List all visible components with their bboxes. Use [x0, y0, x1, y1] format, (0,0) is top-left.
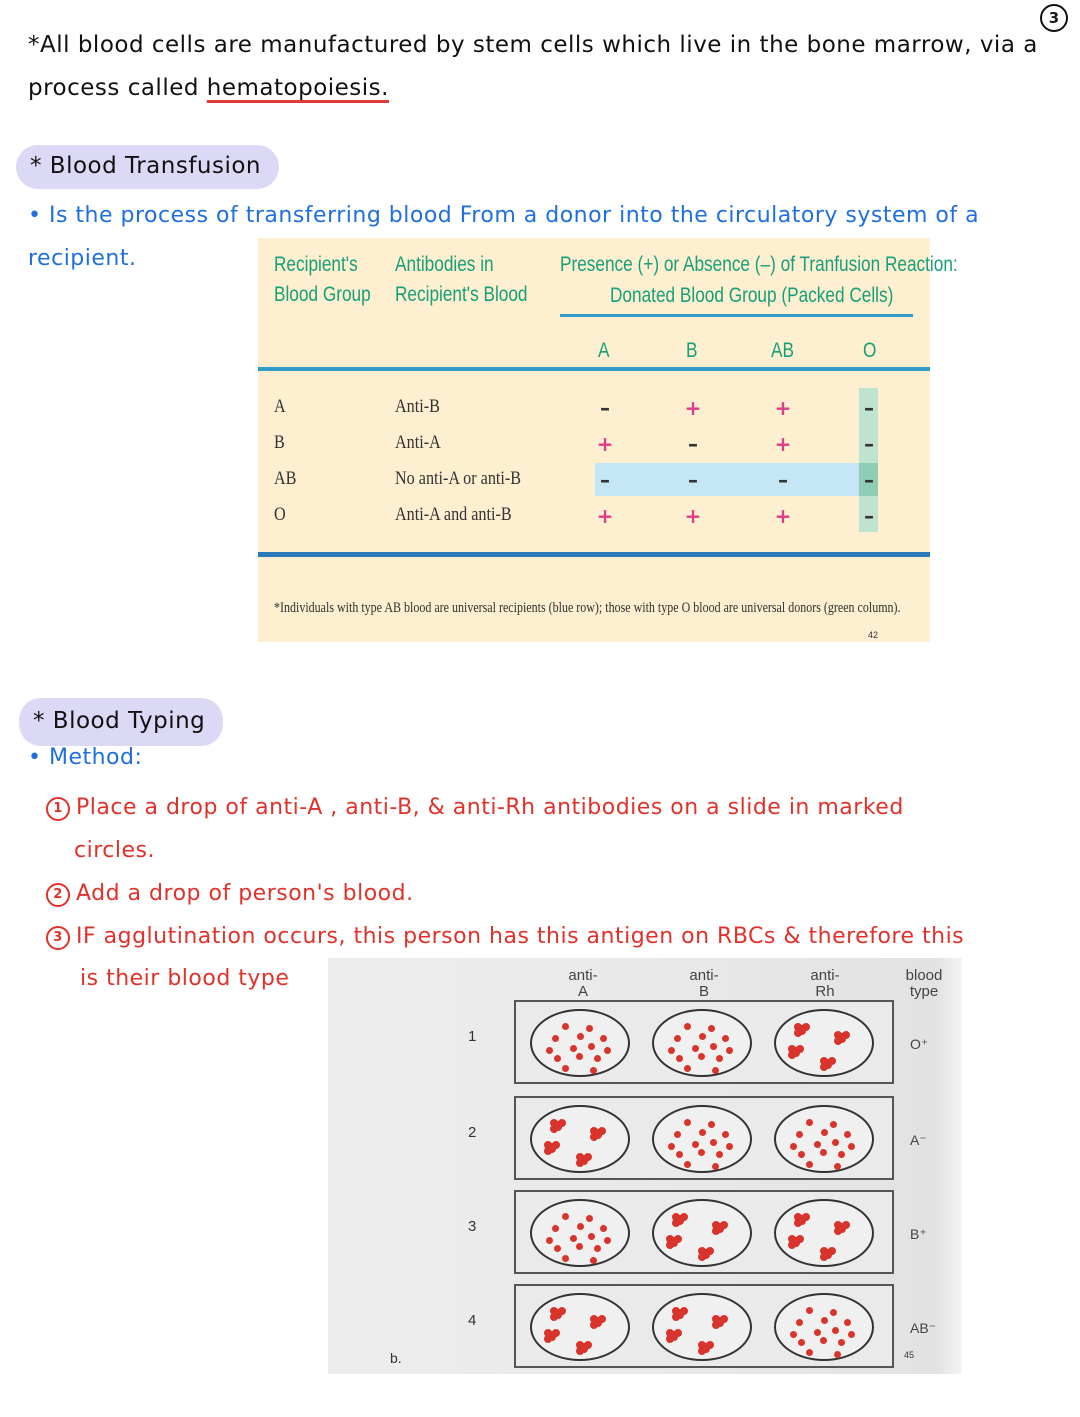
blood-typing-figure	[328, 958, 962, 1374]
col-header-anti-a	[553, 968, 613, 1000]
col-header-text: blood	[905, 967, 943, 984]
test-slide	[514, 1190, 894, 1274]
row-group: O	[274, 504, 286, 525]
row-antibodies: Anti-A and anti-B	[395, 504, 512, 525]
col-header-anti-b	[674, 968, 734, 1000]
step-2	[46, 872, 1056, 915]
well-agglutinated	[652, 1293, 752, 1361]
donor-col-b: B	[686, 339, 698, 362]
col-header-anti-rh	[795, 968, 855, 1000]
well-agglutinated	[530, 1105, 630, 1173]
step-text: Add a drop of person's blood.	[76, 881, 414, 906]
header-text: Presence (+) or Absence (–) of Tranfusion Reaction:	[560, 253, 958, 276]
row-antibodies: No anti-A or anti-B	[395, 468, 522, 489]
sample-number: 4	[468, 1312, 477, 1329]
header-text: Blood Group	[274, 283, 371, 306]
step-1	[46, 786, 1056, 829]
col-header-text: Rh	[815, 983, 835, 1000]
row-group: AB	[274, 468, 297, 489]
well-agglutinated	[652, 1199, 752, 1267]
reaction-plus: +	[684, 504, 702, 528]
header-donated-group	[610, 281, 893, 311]
test-slide	[514, 1284, 894, 1368]
well-no-agglutination	[652, 1009, 752, 1077]
table-footnote: *Individuals with type AB blood are universal recipients (blue row); those with type O blood are universal donors (green column).	[274, 600, 901, 616]
sample-number: 2	[468, 1124, 477, 1141]
reaction-minus: –	[864, 396, 874, 420]
row-group: A	[274, 396, 286, 417]
well-agglutinated	[774, 1009, 874, 1077]
blood-type-result: A⁻	[910, 1132, 927, 1148]
col-header-text: anti-	[810, 967, 840, 984]
test-slide	[514, 1000, 894, 1084]
step-1-continued: circles.	[74, 838, 155, 863]
reaction-plus: +	[774, 396, 792, 420]
heading-blood-typing: * Blood Typing	[19, 698, 223, 746]
donor-col-o: O	[863, 339, 877, 362]
well-agglutinated	[774, 1199, 874, 1267]
step-number-icon: 1	[46, 797, 70, 821]
step-number-icon: 2	[46, 883, 70, 907]
well-no-agglutination	[774, 1105, 874, 1173]
transfusion-definition: • Is the process of transferring blood From a donor into the circulatory system of a recipient.	[28, 203, 980, 271]
reaction-minus: –	[864, 468, 874, 492]
reaction-minus: –	[778, 468, 788, 492]
step-number-icon: 3	[46, 926, 70, 950]
well-no-agglutination	[530, 1009, 630, 1077]
reaction-plus: +	[684, 396, 702, 420]
table-bottom-rule	[258, 552, 930, 557]
well-no-agglutination	[530, 1199, 630, 1267]
row-antibodies: Anti-B	[395, 396, 440, 417]
reaction-minus: –	[600, 468, 610, 492]
reaction-minus: –	[688, 432, 698, 456]
heading-blood-transfusion: * Blood Transfusion	[16, 145, 279, 189]
blood-type-result: AB⁻	[910, 1320, 937, 1336]
table-top-rule	[258, 367, 930, 371]
col-header-text: B	[698, 983, 709, 1000]
reaction-plus: +	[596, 504, 614, 528]
step-text: IF agglutination occurs, this person has this antigen on RBCs & therefore this	[76, 924, 965, 949]
col-header-text: A	[577, 983, 588, 1000]
header-divider	[560, 314, 913, 317]
slide-number: 42	[868, 630, 879, 640]
abo-compatibility-table	[258, 238, 958, 642]
reaction-minus: –	[600, 396, 610, 420]
header-text: Recipient's Blood	[395, 283, 528, 306]
header-text: Donated Blood Group (Packed Cells)	[610, 284, 894, 307]
header-recipient-antibodies	[395, 250, 528, 310]
blood-type-result: O⁺	[910, 1036, 929, 1052]
reaction-plus: +	[774, 432, 792, 456]
header-text: Recipient's	[274, 253, 358, 276]
header-reaction	[560, 250, 958, 280]
blood-type-result: B⁺	[910, 1226, 927, 1242]
col-header-text: type	[909, 983, 939, 1000]
slide-number: 45	[904, 1350, 915, 1360]
intro-paragraph	[28, 24, 1038, 110]
donor-col-ab: AB	[771, 339, 794, 362]
donor-col-a: A	[598, 339, 610, 362]
col-header-text: anti-	[689, 967, 719, 984]
reaction-minus: –	[864, 504, 874, 528]
reaction-plus: +	[596, 432, 614, 456]
method-label: • Method:	[28, 745, 143, 770]
header-recipient-group	[274, 250, 371, 310]
well-no-agglutination	[652, 1105, 752, 1173]
intro-text: *All blood cells are manufactured by stem cells which live in the bone marrow, via a process called	[28, 32, 1038, 101]
well-agglutinated	[530, 1293, 630, 1361]
step-text: Place a drop of anti-A , anti-B, & anti-Rh antibodies on a slide in marked	[76, 795, 904, 820]
test-slide	[514, 1096, 894, 1180]
step-3-continued: is their blood type	[80, 966, 290, 991]
row-antibodies: Anti-A	[395, 432, 441, 453]
col-header-blood-type	[894, 968, 954, 1000]
header-text: Antibodies in	[395, 253, 494, 276]
hematopoiesis-term: hematopoiesis.	[206, 75, 389, 101]
row-group: B	[274, 432, 285, 453]
sample-number: 3	[468, 1218, 477, 1235]
universal-recipient-row-highlight	[595, 463, 878, 496]
page-number-badge: 3	[1040, 4, 1068, 32]
reaction-minus: –	[688, 468, 698, 492]
step-3	[46, 915, 1076, 958]
panel-label: b.	[390, 1350, 402, 1366]
reaction-minus: –	[864, 432, 874, 456]
well-no-agglutination	[774, 1293, 874, 1361]
sample-number: 1	[468, 1028, 477, 1045]
col-header-text: anti-	[568, 967, 598, 984]
reaction-plus: +	[774, 504, 792, 528]
